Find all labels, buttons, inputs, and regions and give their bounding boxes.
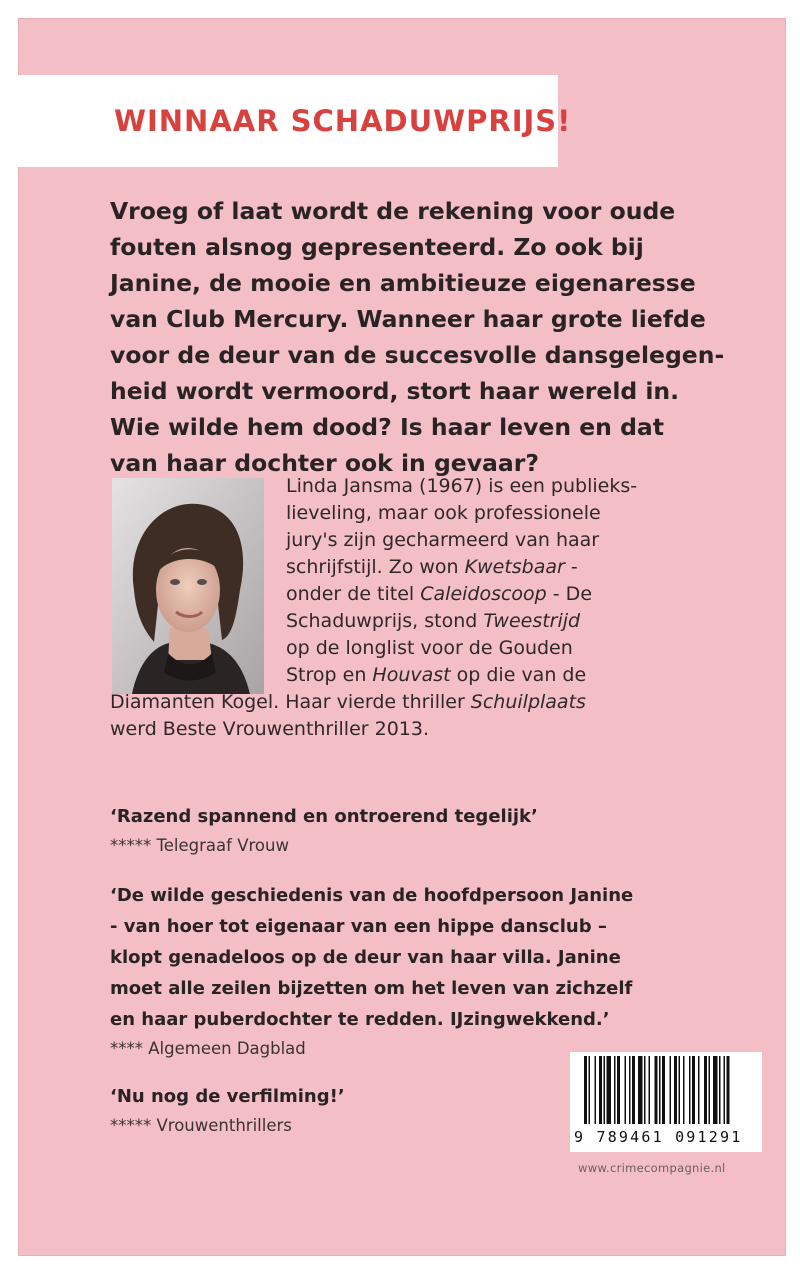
barcode-bar (644, 1056, 646, 1124)
review-quote (110, 801, 750, 859)
quote-line: moet alle zeilen bijzetten om het leven van zichzelf (110, 978, 633, 999)
author-bio (110, 473, 770, 743)
synopsis-line: Wie wilde hem dood? Is haar leven en dat (110, 413, 664, 441)
quote-source: ***** Telegraaf Vrouw (110, 836, 289, 855)
quote-source: **** Algemeen Dagblad (110, 1039, 306, 1058)
book-title: Houvast (372, 664, 451, 686)
barcode-bar (719, 1056, 721, 1124)
barcode-bar (632, 1056, 635, 1124)
barcode-bar (670, 1056, 672, 1124)
bio-line: werd Beste Vrouwenthriller 2013. (110, 718, 430, 740)
quote-line: klopt genadeloos op de deur van haar villa. Janine (110, 947, 621, 968)
synopsis-line: voor de deur van de succesvolle dansgelegen- (110, 341, 725, 369)
bio-text: op die van de (450, 664, 587, 686)
barcode-bar (683, 1056, 685, 1124)
book-title: Tweestrijd (483, 610, 581, 632)
back-cover (18, 18, 786, 1256)
synopsis-line: van haar dochter ook in gevaar? (110, 449, 539, 477)
bio-line: lieveling, maar ook professionele (286, 502, 601, 524)
synopsis-line: van Club Mercury. Wanneer haar grote liefde (110, 305, 706, 333)
barcode-bar (692, 1056, 695, 1124)
award-banner (18, 75, 572, 167)
book-title: Schuilplaats (470, 691, 586, 713)
barcode-bar (662, 1056, 665, 1124)
quote-line: ‘Razend spannend en ontroerend tegelijk’ (110, 806, 538, 827)
barcode-bar (709, 1056, 711, 1124)
barcode-bar (689, 1056, 691, 1124)
barcode-bar (599, 1056, 602, 1124)
barcode-bar (713, 1056, 718, 1124)
synopsis-line: fouten alsnog gepresenteerd. Zo ook bij (110, 233, 644, 261)
barcode-bar (649, 1056, 651, 1124)
book-title: Kwetsbaar (464, 556, 565, 578)
barcode-bar (674, 1056, 677, 1124)
publisher-website[interactable]: www.crimecompagnie.nl (578, 1161, 726, 1175)
award-banner-text: WINNAAR SCHADUWPRIJS! (114, 104, 572, 138)
barcode-bar (724, 1056, 726, 1124)
barcode-bar (638, 1056, 643, 1124)
quote-source: ***** Vrouwenthrillers (110, 1116, 292, 1135)
barcode-bar (698, 1056, 700, 1124)
bio-text: Schaduwprijs, stond (286, 610, 484, 632)
barcode-bar (617, 1056, 620, 1124)
bio-line (110, 554, 770, 581)
bio-line: op de longlist voor de Gouden (286, 637, 573, 659)
barcode-bar (655, 1056, 658, 1124)
bio-text: onder de titel (286, 583, 421, 605)
barcode-bar (604, 1056, 606, 1124)
book-title: Caleidoscoop (420, 583, 547, 605)
quote-line: ‘Nu nog de verfilming!’ (110, 1086, 345, 1107)
bio-text: - De (546, 583, 593, 605)
barcode-bar (584, 1056, 587, 1124)
barcode-bars (570, 1052, 762, 1128)
quote-line: ‘De wilde geschiedenis van de hoofdpersoon Janine (110, 885, 634, 906)
quote-line: en haar puberdochter te redden. IJzingwekkend.’ (110, 1009, 610, 1030)
bio-text: Diamanten Kogel. Haar vierde thriller (110, 691, 471, 713)
synopsis-line: Vroeg of laat wordt de rekening voor oude (110, 197, 676, 225)
quote-line: - van hoer tot eigenaar van een hippe dansclub – (110, 916, 607, 937)
bio-line (110, 608, 770, 635)
bio-line (110, 581, 770, 608)
review-quote (110, 880, 750, 1062)
bio-line: jury's zijn gecharmeerd van haar (286, 529, 600, 551)
bio-text: Strop en (286, 664, 373, 686)
barcode-bar (629, 1056, 631, 1124)
bio-text: schrijfstijl. Zo won (286, 556, 465, 578)
barcode-bar (614, 1056, 616, 1124)
synopsis-line: Janine, de mooie en ambitieuze eigenaresse (110, 269, 696, 297)
isbn-barcode (570, 1052, 762, 1152)
barcode-bar (607, 1056, 612, 1124)
synopsis-line: heid wordt vermoord, stort haar wereld in. (110, 377, 680, 405)
bio-line: Linda Jansma (1967) is een publieks- (286, 475, 638, 497)
barcode-bar (679, 1056, 681, 1124)
bio-text: - (564, 556, 578, 578)
barcode-bar (595, 1056, 597, 1124)
barcode-bar (704, 1056, 707, 1124)
barcode-bar (659, 1056, 661, 1124)
barcode-bar (589, 1056, 591, 1124)
isbn-number: 9 789461 091291 (574, 1128, 743, 1146)
barcode-bar (727, 1056, 730, 1124)
bio-line (110, 689, 770, 716)
synopsis (110, 193, 750, 481)
barcode-bar (625, 1056, 627, 1124)
bio-line (110, 662, 770, 689)
